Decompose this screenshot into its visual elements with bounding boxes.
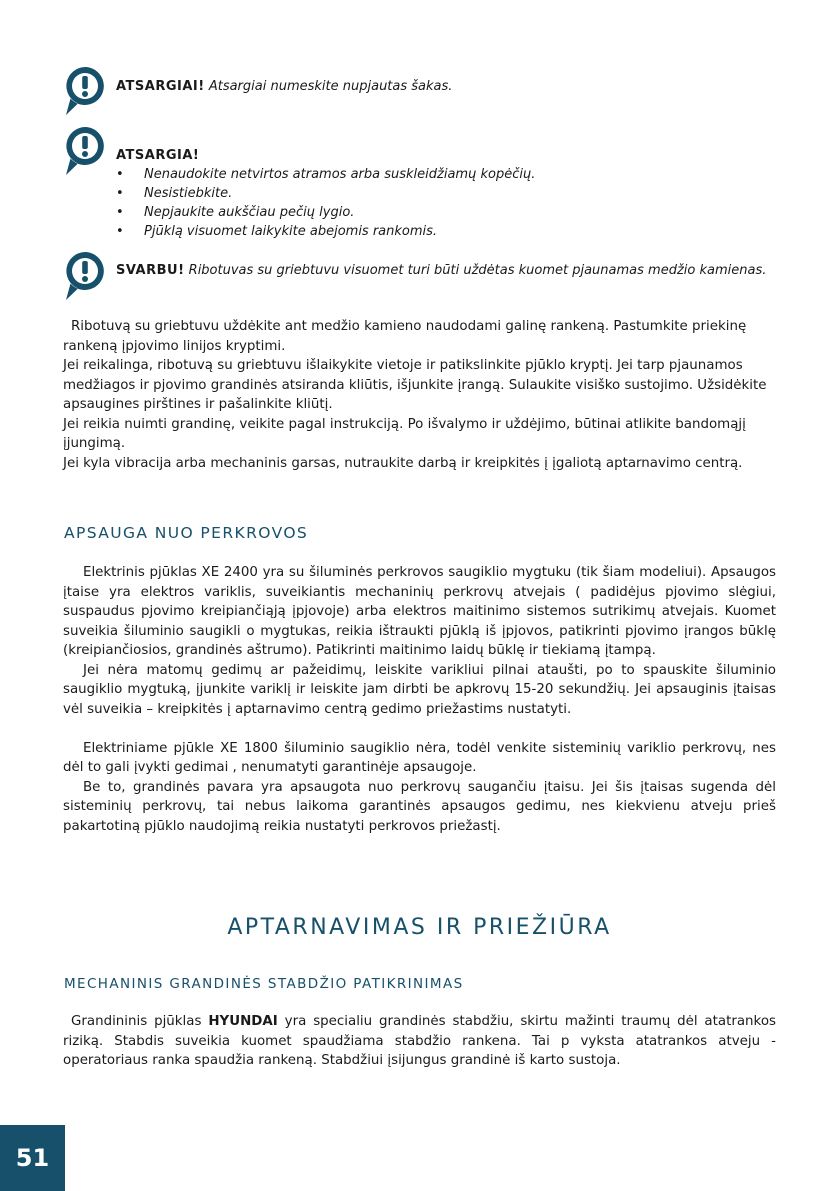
paragraph: [63, 1012, 776, 1071]
paragraph: [63, 563, 776, 661]
warning-label: SVARBU!: [116, 263, 185, 278]
list-item: • Nesistiebkite.: [116, 184, 535, 203]
exclamation-warning-icon: [64, 65, 106, 117]
section-heading-overload: APSAUGA NUO PERKROVOS: [64, 524, 309, 542]
warning-text: [116, 77, 452, 96]
warning-note: Ribotuvas su griebtuvu visuomet turi būti uždėtas kuomet pjaunamas medžio kamienas.: [188, 263, 767, 278]
paragraph-text: Elektrinis pjūklas XE 2400 yra su šiluminės perkrovos saugiklio mygtuku (tik šiam modeliui). Apsaugos įtaise yra elektros variklis, suveikiantis mechaninių perkrovų atvejais ( padidėjus pjovimo slėgiui, suspaudus pjovimo kreipiančiąją įpjovoje) arba elektros maitinimo sistemos sutrikimų atvejais. Kuomet suveikia šiluminio saugikli o mygtukas, reikia ištraukti pjūklą iš įpjovos, patikrinti pjovimo įrangos būklę (kreipiančiosios, grandinės aštrumo). Patikrinti maitinimo laidų būklę ir tiekiamą įtampą.: [63, 565, 776, 658]
paragraph-text: yra specialiu grandinės stabdžiu, skirtu mažinti traumų dėl atatrankos riziką. Stabdis suveikia kuomet spaudžiama stabdžio rankena. Tai p vyksta atatrankos atveju - operatoriaus ranka spaudžia rankeną. Stabdžiui įsijungus grandinė iš karto sustoja.: [63, 1014, 776, 1068]
paragraph: Jei reikia nuimti grandinę, veikite pagal instrukciją. Po išvalymo ir uždėjimo, būtinai atlikite bandomąjį įjungimą.: [63, 416, 746, 451]
list-item: • Nenaudokite netvirtos atramos arba suskleidžiamų kopėčių.: [116, 165, 535, 184]
paragraph: Jei reikalinga, ribotuvą su griebtuvu išlaikykite vietoje ir patikslinkite pjūklo kryptį. Jei tarp pjaunamos medžiagos ir pjovimo grandinės atsiranda kliūtis, išjunkite įrangą. Sulaukite visiško sustojimo. Užsidėkite apsaugines pirštines ir pašalinkite kliūtį.: [63, 358, 767, 412]
paragraph: [63, 739, 776, 778]
paragraph: [63, 661, 776, 720]
warning-label: ATSARGIAI!: [116, 79, 205, 94]
paragraph-text: Be to, grandinės pavara yra apsaugota nuo perkrovų saugančiu įtaisu. Jei šis įtaisas sugenda dėl sisteminių perkrovų, tai nebus laikoma garantinės apsaugos gedimu, nes kiekvienu atveju prieš pakartotiną pjūklo naudojimą reikia nustatyti perkrovos priežastį.: [63, 779, 776, 834]
paragraph-text: Grandininis pjūklas: [71, 1014, 202, 1029]
paragraph: [63, 317, 776, 356]
exclamation-warning-icon: [64, 250, 106, 302]
brake-paragraph: [63, 1012, 776, 1071]
list-item: • Pjūklą visuomet laikykite abejomis rankomis.: [116, 222, 535, 241]
warning-label: ATSARGIA!: [116, 148, 200, 163]
paragraph-text: Jei nėra matomų gedimų ar pažeidimų, leiskite varikliui pilnai ataušti, po to spauskite šiluminio saugiklio mygtuką, įjunkite variklį ir leiskite jam dirbti be apkrovų 15-20 sekundžių. Jei apsauginis įtaisas vėl suveikia – kreipkitės į aptarnavimo centrą gedimo priežastims nustatyti.: [63, 662, 776, 717]
warning-note: Atsargiai numeskite nupjautas šakas.: [208, 79, 453, 94]
section-subheading-brake: MECHANINIS GRANDINĖS STABDŽIO PATIKRINIMAS: [64, 976, 464, 992]
list-item: • Nepjaukite aukščiau pečių lygio.: [116, 203, 535, 222]
page-title: APTARNAVIMAS IR PRIEŽIŪRA: [227, 915, 612, 940]
warning-text: [116, 146, 535, 241]
instruction-text: Ribotuvą su griebtuvu uždėkite ant medžio kamieno naudodami galinę rankeną. Pastumkite priekinę rankeną įpjovimo linijos kryptimi.: [63, 319, 747, 354]
page-number: 51: [0, 1125, 65, 1191]
paragraph: Jei kyla vibracija arba mechaninis garsas, nutraukite darbą ir kreipkitės į įgaliotą aptarnavimo centrą.: [63, 455, 743, 471]
warning-list: [116, 165, 535, 241]
instructions-block: [63, 317, 776, 473]
overload-block: [63, 563, 776, 836]
warning-text: [116, 261, 766, 280]
paragraph: [63, 778, 776, 837]
brand-name: HYUNDAI: [208, 1014, 278, 1029]
exclamation-warning-icon: [64, 125, 106, 177]
paragraph-text: Elektriniame pjūkle XE 1800 šiluminio saugiklio nėra, todėl venkite sisteminių variklio perkrovų, nes dėl to gali įvykti gedimai , nenumatyti garantinėje apsaugoje.: [63, 740, 776, 775]
